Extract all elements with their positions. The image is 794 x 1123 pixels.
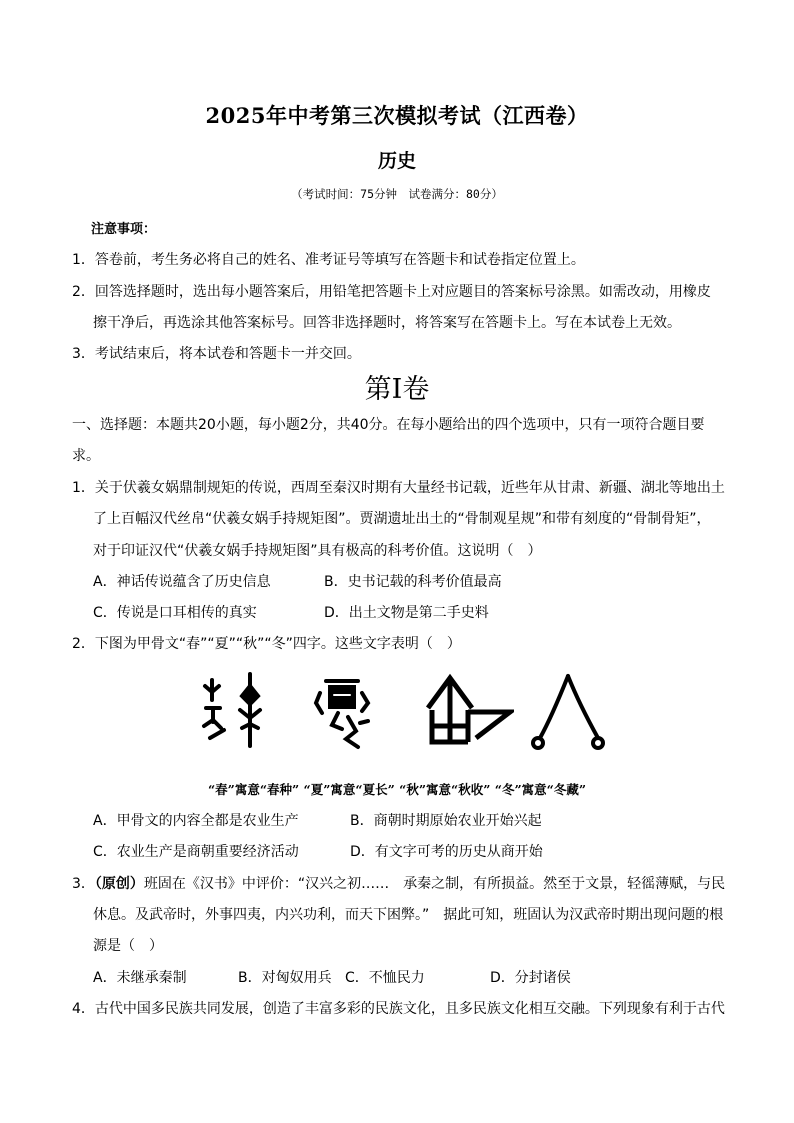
part1-instructions-line-2: 求。 [72, 448, 100, 464]
notice-item-2-line-1: 2．回答选择题时，选出每小题答案后，用铅笔把答题卡上对应题目的答案标号涂黑。如需改动，用橡皮 [72, 284, 711, 300]
q3-option-b: B．对匈奴用兵 [238, 970, 332, 986]
q1-stem-line-2: 了上百幅汉代丝帛“伏羲女娲手持规矩图”。贾湖遗址出土的“骨制观星规”和带有刻度的“骨制骨矩”， [93, 511, 711, 527]
oracle-glyph-chun-icon [200, 670, 270, 750]
q3-stem-line-1 [72, 873, 725, 893]
q3-stem-line-2: 休息。及武帝时，外事四夷，内兴功利，而天下困弊。” 据此可知，班固认为汉武帝时期出现问题的根 [93, 907, 724, 923]
notice-heading: 注意事项： [91, 222, 157, 237]
q3-option-d: D．分封诸侯 [490, 970, 571, 986]
q2-option-d: D．有文字可考的历史从商开始 [350, 844, 543, 860]
q4-stem-line-1: 4．古代中国多民族共同发展，创造了丰富多彩的民族文化，且多民族文化相互交融。下列现象有利于古代 [72, 1001, 725, 1017]
q1-option-a: A．神话传说蕴含了历史信息 [93, 574, 271, 590]
notice-item-3: 3．考试结束后，将本试卷和答题卡一并交回。 [72, 346, 361, 362]
notice-item-2-line-2: 擦干净后，再选涂其他答案标号。回答非选择题时，将答案写在答题卡上。写在本试卷上无效。 [93, 315, 681, 331]
q1-option-b: B．史书记载的科考价值最高 [324, 574, 502, 590]
q3-option-a: A．未继承秦制 [93, 970, 187, 986]
q2-option-c: C．农业生产是商朝重要经济活动 [93, 844, 299, 860]
q3-number: 3． [72, 876, 95, 892]
q3-tag: （原创） [94, 876, 144, 892]
oracle-glyph-dong-icon [530, 670, 606, 754]
q1-option-d: D．出土文物是第二手史料 [324, 605, 489, 621]
oracle-glyph-qiu-icon [424, 672, 514, 752]
q3-stem-line-3: 源是（ ） [93, 938, 163, 954]
q1-stem-line-3: 对于印证汉代“伏羲女娲手持规矩图”具有极高的科考价值。这说明（ ） [93, 543, 542, 559]
q1-option-c: C．传说是口耳相传的真实 [93, 605, 257, 621]
q3-option-c: C．不恤民力 [345, 970, 425, 986]
q3-stem-text: 班固在《汉书》中评价：“汉兴之初…… 承秦之制，有所损益。然至于文景，轻徭薄赋，与民 [143, 876, 726, 892]
section-title: 第Ⅰ卷 [364, 374, 430, 405]
notice-item-1: 1．答卷前，考生务必将自己的姓名、准考证号等填写在答题卡和试卷指定位置上。 [72, 252, 585, 268]
subject-title: 历史 [377, 150, 416, 172]
part1-instructions-line-1: 一、选择题：本题共20小题，每小题2分，共40分。在每小题给出的四个选项中，只有一项符合题目要 [72, 417, 705, 433]
q2-option-b: B．商朝时期原始农业开始兴起 [350, 813, 542, 829]
q2-stem: 2．下图为甲骨文“春”“夏”“秋”“冬”四字。这些文字表明（ ） [72, 636, 461, 652]
q2-figure-caption: “春”寓意“春种” “夏”寓意“夏长” “秋”寓意“秋收” “冬”寓意“冬藏” [207, 782, 587, 797]
oracle-glyph-xia-icon [312, 673, 384, 753]
q2-option-a: A．甲骨文的内容全都是农业生产 [93, 813, 299, 829]
exam-title: 2025年中考第三次模拟考试（江西卷） [205, 103, 589, 128]
exam-time-info: （考试时间：75分钟 试卷满分：80分） [291, 187, 503, 201]
q1-stem-line-1: 1．关于伏羲女娲鼎制规矩的传说，西周至秦汉时期有大量经书记载，近些年从甘肃、新疆、湖北等地出土 [72, 480, 725, 496]
